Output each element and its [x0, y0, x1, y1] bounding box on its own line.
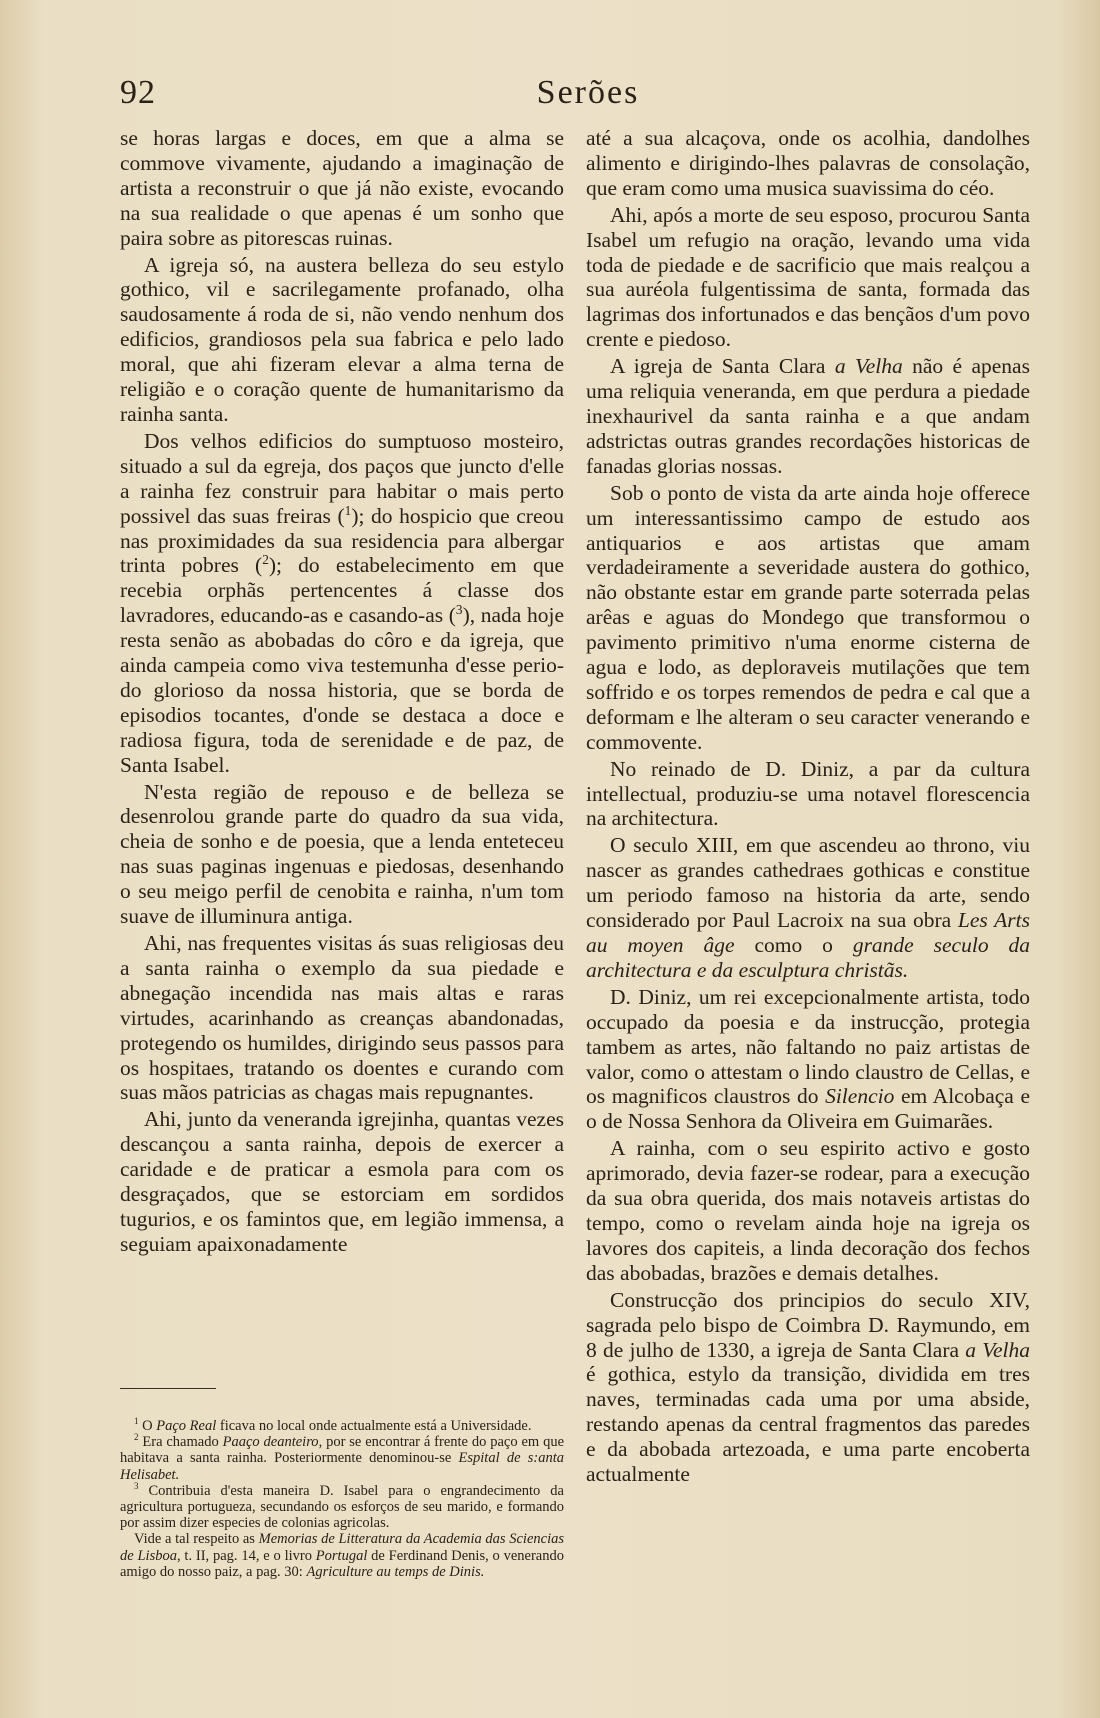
footnote [120, 1480, 564, 1532]
text-run: Ahi, nas frequentes visitas ás suas religiosas deu a santa rainha o exemplo da sua piedade e abnegação incendida nas mais altas e raras virtudes, acarinhando as creanças abandonadas, protegendo os humildes, dirigindo seus passos para os hospitaes, tratando os doentes e curando com suas mãos patricias as chagas mais repugnantes. [120, 931, 564, 1105]
text-run: A igreja de Santa Clara [610, 354, 835, 379]
text-run: ), nada hoje resta senão as abobadas do côro e da igreja, que ainda campeia como viva testemunha d'esse periodo glorioso da nossa historia, que se borda de episodios tocantes, d'onde se destaca a doce e radiosa figura, toda de serenidade e de paz, de Santa Isabel. [120, 603, 564, 777]
paragraph [120, 780, 564, 929]
text-run: A igreja só, na austera belleza do seu estylo gothico, vil e sacrilegamente profanado, olha saudosamente á roda de si, não vendo nenhum dos edificios, grandiosos pela sua fabrica e pelo lado moral, que ahi fizeram elevar a alma terna de religião e o coração quente de humanitarismo da rainha santa. [120, 252, 564, 426]
footnote-marker: 2 [134, 1432, 139, 1443]
footnote-marker: 1 [344, 502, 352, 518]
text-run: No reinado de D. Diniz, a par da cultura intellectual, produziu-se uma notavel florescencia na architectura. [586, 756, 1030, 831]
text-run: , por se encontrar á frente do paço em que habitava a santa rainha. Posteriormente denominou-se [120, 1434, 564, 1467]
text-run: de Ferdinand Denis, o venerando amigo do nosso paiz, a pag. 30: [120, 1547, 564, 1580]
paragraph [120, 1107, 564, 1256]
paragraph [586, 481, 1030, 755]
paragraph [586, 1136, 1030, 1285]
italic-text: grande seculo da architectura e da esculptura christãs. [586, 933, 1030, 982]
text-run: Era chamado [138, 1434, 223, 1451]
text-run: , t. II, pag. 14, e o livro [176, 1547, 316, 1564]
paragraph [586, 354, 1030, 479]
text-run: ); do estabelecimento em que recebia orphãs pertencentes á classe dos lavradores, educando-as e casando-as ( [120, 553, 564, 628]
text-run: O seculo XIII, em que ascendeu ao throno, viu nascer as grandes cathedraes gothicas e constitue um periodo famoso na historia da arte, sendo considerado por Paul Lacroix na sua obra [586, 833, 1030, 933]
paragraph [120, 126, 564, 251]
italic-text: a Velha [965, 1337, 1030, 1362]
text-run: Dos velhos edificios do sumptuoso mosteiro, situado a sul da egreja, dos paços que juncto d'elle a rainha fez construir para habitar o mais perto possivel das suas freiras ( [120, 428, 564, 528]
italic-text: Portugal [315, 1547, 368, 1564]
text-run: Ahi, após a morte de seu esposo, procurou Santa Isabel um refugio na oração, levando uma vida toda de piedade e de sacrificio que mais realçou a sua auréola fulgentissima de santa, formada das lagrimas dos infortunados e das bençãos d'um povo crente e piedoso. [586, 202, 1030, 352]
footnote [120, 1531, 564, 1580]
italic-text: Paço Real [156, 1418, 217, 1434]
text-run: D. Diniz, um rei excepcionalmente artista, todo occupado da poesia e da instrucção, protegia tambem as artes, não faltando no paiz artistas de valor, como o attestam o lindo claustro de Cellas, e os magnificos claustros do [586, 984, 1030, 1109]
footnote-marker: 1 [134, 1416, 139, 1427]
footnote [120, 1434, 564, 1483]
right-text-column [586, 126, 1030, 1487]
text-run: ficava no local onde actualmente está a Universidade. [216, 1418, 532, 1434]
text-run: em Alcobaça e o de Nossa Senhora da Oliveira em Guimarães. [586, 1084, 1031, 1134]
left-text-column [120, 126, 564, 1257]
page-header [120, 74, 1056, 114]
footnote-rule [120, 1388, 216, 1389]
paragraph [120, 253, 564, 427]
footnote-marker: 3 [455, 602, 463, 618]
text-run: não é apenas uma reliquia veneranda, em que perdura a piedade inexhaurivel da santa rainha e a que andam adstrictas outras grandes recordações historicas de fanadas glorias nossas. [586, 354, 1030, 478]
running-title: Serões [536, 74, 640, 111]
footnote-marker: 2 [262, 552, 269, 568]
paragraph [586, 833, 1030, 982]
italic-text: Les Arts au moyen âge [586, 908, 1030, 957]
text-run: se horas largas e doces, em que a alma se commove vivamente, ajudando a imaginação de artista a reconstruir o que já não existe, evocando na sua realidade o que apenas é um sonho que paira sobre as pitorescas ruinas. [120, 126, 564, 250]
text-run: Sob o ponto de vista da arte ainda hoje offerece um interessantissimo campo de estudo aos antiquarios e aos artistas que amam verdadeiramente a severidade austera do gothico, não obstante estar em grande parte soterrada pelas arêas e aguas do Mondego que transformou o pavimento primitivo n'uma enorme cisterna de agua e lodo, as deploraveis mutilações que tem soffrido e os torpes remendos de pedra e cal que a deformam e lhe alteram o seu caracter venerando e commovente. [586, 480, 1030, 754]
page-number: 92 [120, 74, 156, 111]
footnotes [120, 1418, 564, 1580]
text-run: N'esta região de repouso e de belleza se desenrolou grande parte do quadro da sua vida, cheia de sonho e de poesia, que a lenda enteteceu nas suas paginas ingenuas e piedosas, desenhando o seu meigo perfil de cenobita e rainha, n'um tom suave de illuminura antiga. [120, 779, 564, 929]
italic-text: a Velha [834, 354, 903, 379]
text-run: A rainha, com o seu espirito activo e gosto aprimorado, devia fazer-se rodear, para a execução da sua obra querida, dos mais notaveis artistas do tempo, como o revelam ainda hoje na igreja os lavores dos capiteis, a linda decoração dos fechos das abobadas, brazões e demais detalhes. [586, 1136, 1030, 1285]
italic-text: Memorias de Litteratura da Academia das Sciencias de Lisboa [120, 1531, 564, 1564]
paragraph [120, 931, 564, 1105]
text-run: Vide a tal respeito as [134, 1531, 259, 1548]
italic-text: Silencio [825, 1084, 895, 1109]
italic-text: Espital de s:anta Helisabet. [120, 1450, 564, 1483]
text-run: O [138, 1418, 157, 1434]
text-run: Construcção dos principios do seculo XIV, sagrada pelo bispo de Coimbra D. Raymundo, em 8 de julho de 1330, a igreja de Santa Clara [586, 1287, 1030, 1362]
italic-text: Paaço deanteiro [222, 1434, 319, 1451]
italic-text: Agriculture au temps de Dinis. [306, 1563, 485, 1580]
text-run: até a sua alcaçova, onde os acolhia, dandolhes alimento e dirigindo-lhes palavras de consolação, que eram como uma musica suavissima do céo. [586, 126, 1030, 200]
paragraph [586, 126, 1030, 201]
paragraph [586, 985, 1030, 1134]
text-run: Contribuia d'esta maneira D. Isabel para o engrandecimento da agricultura portugueza, secundando os esforços de seu marido, e formando por assim dizer especies de colonias agricolas. [120, 1482, 564, 1532]
footnote [120, 1418, 564, 1434]
paragraph [586, 757, 1030, 832]
paragraph [586, 203, 1030, 352]
footnote-marker: 3 [134, 1480, 139, 1491]
text-run: Ahi, junto da veneranda igrejinha, quantas vezes descançou a santa rainha, depois de exercer a caridade e de praticar a esmola para com os desgraçados, que se estorciam em sordidos tugurios, e os famintos que, em legião immensa, a seguiam apaixonadamente [120, 1107, 564, 1256]
text-run: é gothica, estylo da transição, dividida em tres naves, terminadas cada uma por uma abside, restando apenas da central fragmentos das paredes e da abobada artezoada, e uma parte encoberta actualmente [586, 1362, 1030, 1487]
paragraph [586, 1288, 1030, 1487]
text-run: como o [734, 933, 853, 957]
paragraph [120, 429, 564, 778]
text-run: ); do hospicio que creou nas proximidades da sua residencia para albergar trinta pobres ( [120, 503, 564, 578]
